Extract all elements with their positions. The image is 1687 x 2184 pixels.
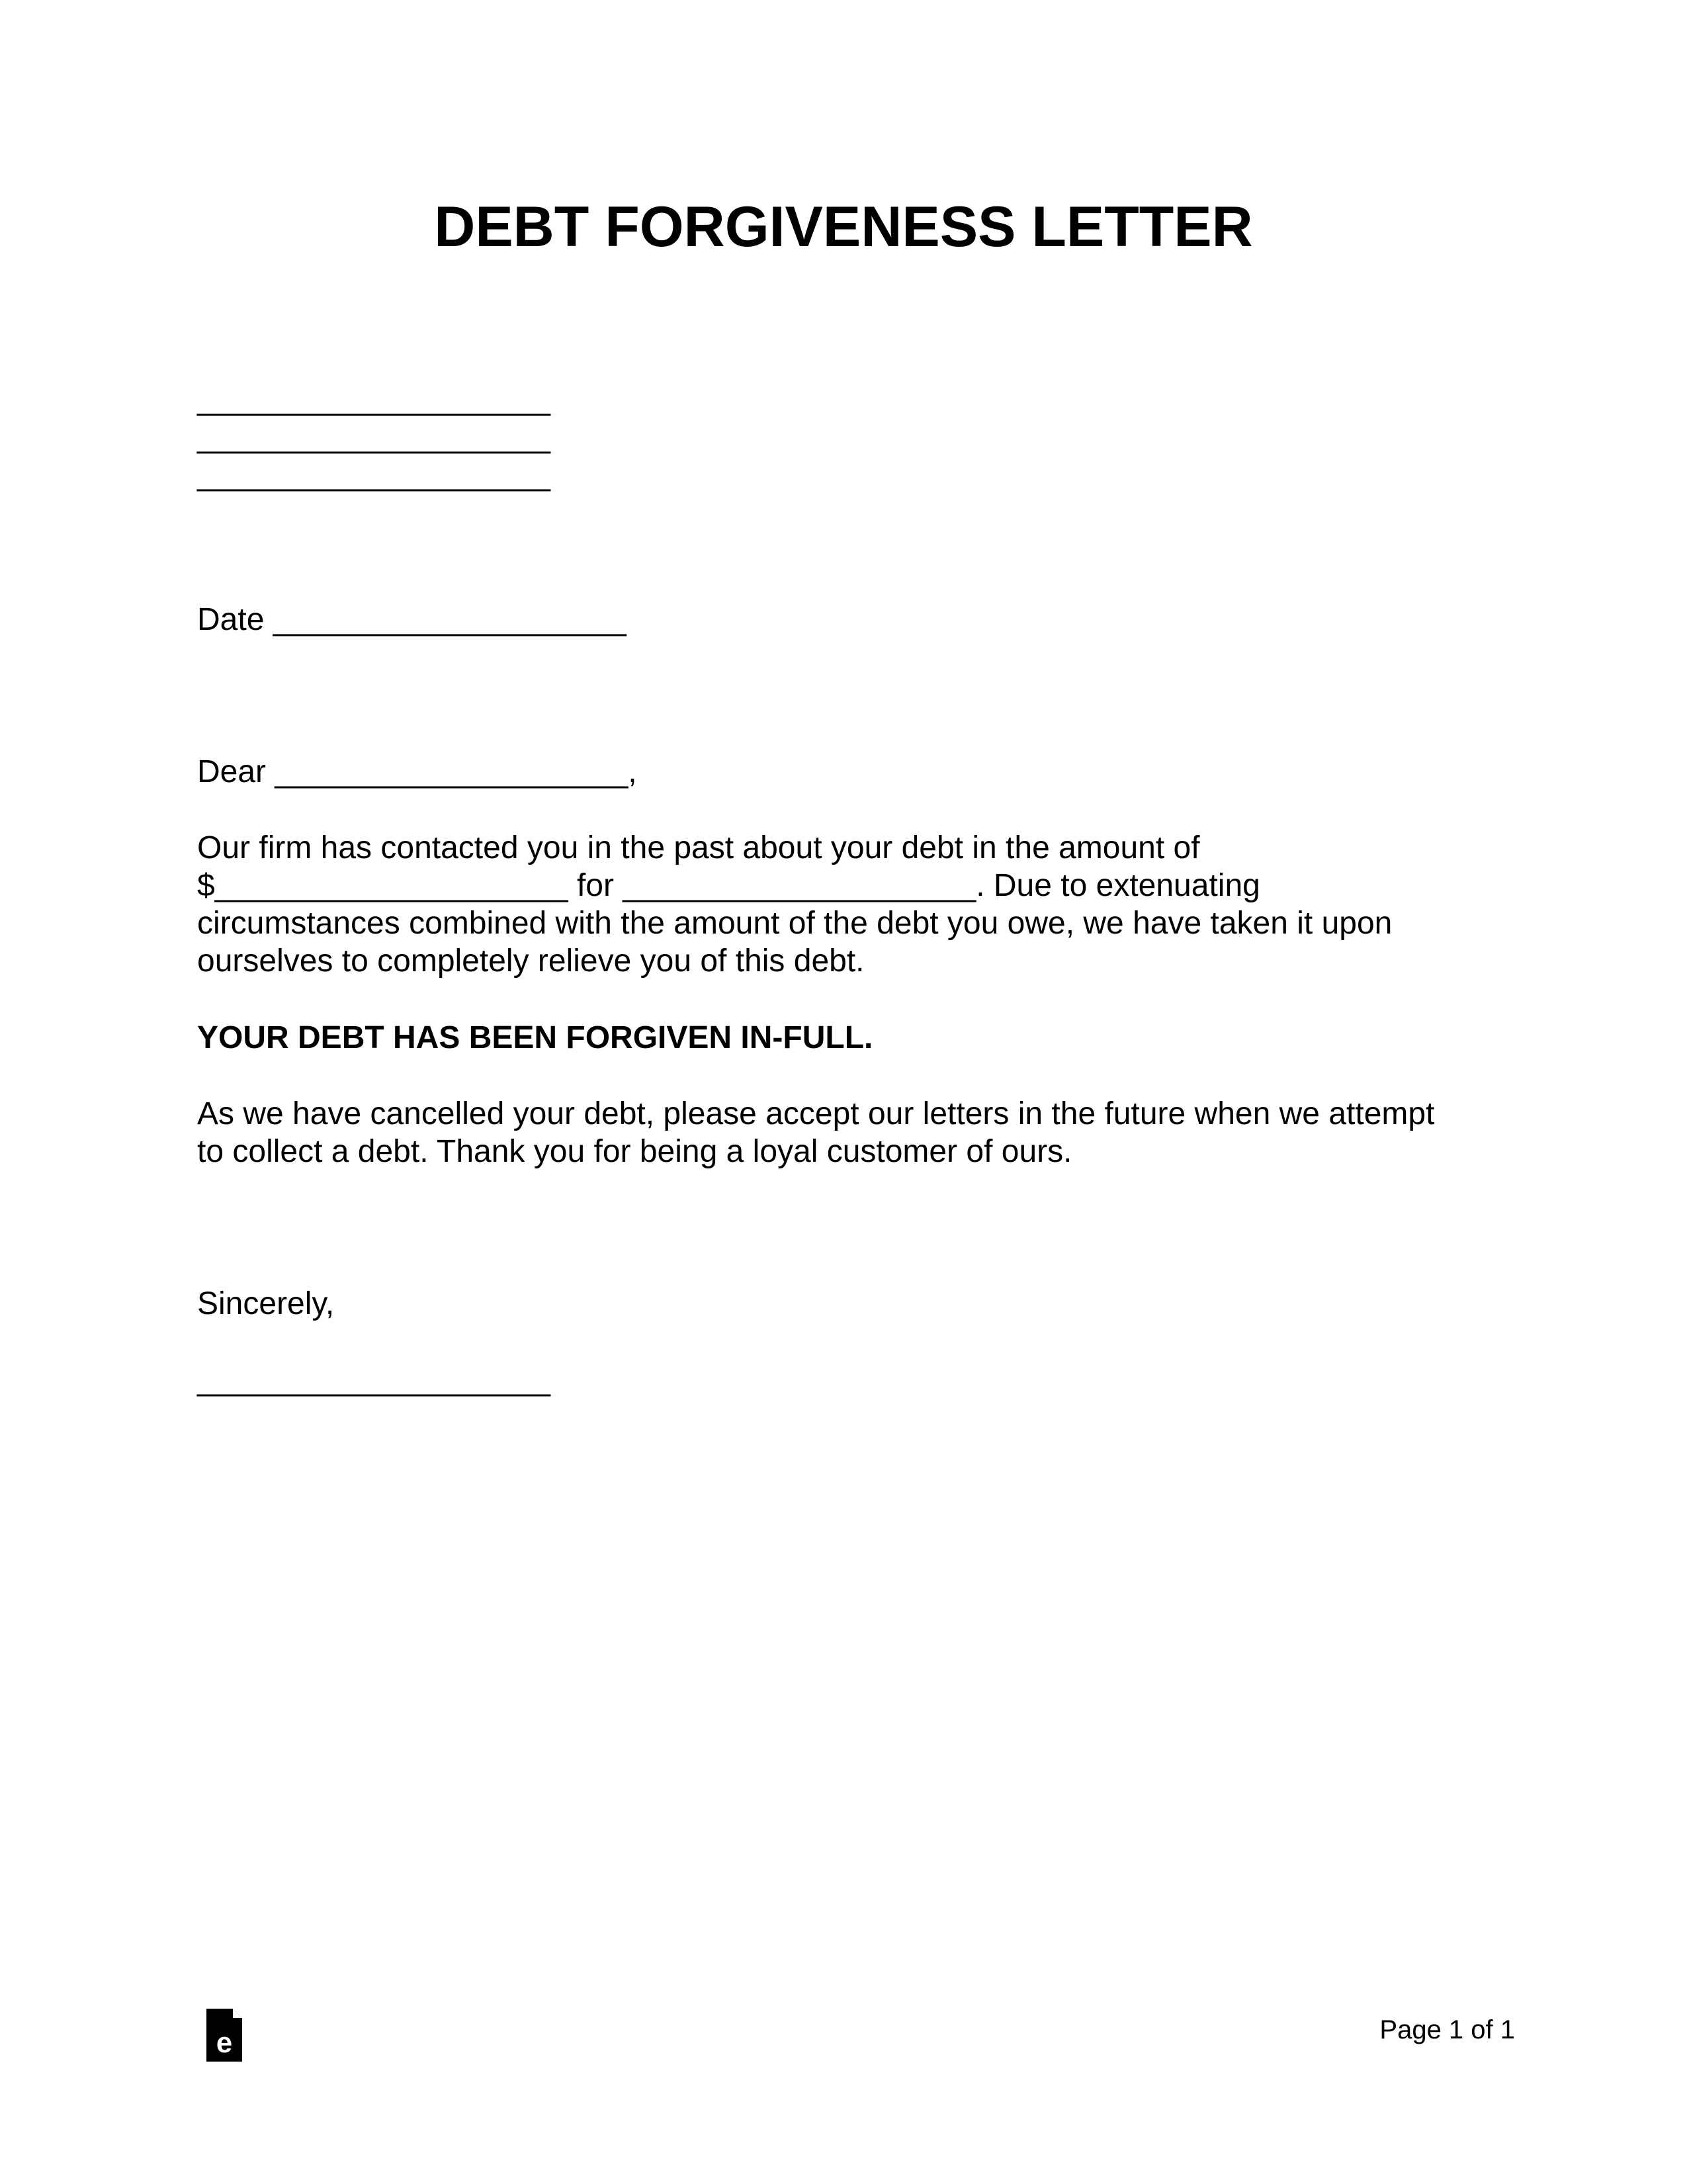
- address-line-2: ____________________: [197, 419, 550, 455]
- eforms-logo-icon: [206, 2009, 242, 2062]
- date-line: Date ____________________: [197, 602, 627, 637]
- forgiveness-statement: YOUR DEBT HAS BEEN FORGIVEN IN-FULL.: [197, 1020, 873, 1055]
- paragraph-1-line-3: circumstances combined with the amount of the debt you owe, we have taken it upon: [197, 906, 1393, 941]
- address-line-3: ____________________: [197, 457, 550, 492]
- paragraph-2-line-2: to collect a debt. Thank you for being a loyal customer of ours.: [197, 1134, 1072, 1169]
- closing: Sincerely,: [197, 1286, 335, 1321]
- paragraph-2-line-1: As we have cancelled your debt, please accept our letters in the future when we attempt: [197, 1096, 1435, 1131]
- salutation: Dear ____________________,: [197, 754, 637, 789]
- paragraph-1-line-1: Our firm has contacted you in the past about your debt in the amount of: [197, 830, 1200, 865]
- document-title: DEBT FORGIVENESS LETTER: [434, 195, 1253, 259]
- logo-letter: e: [216, 2027, 233, 2059]
- signature-line: ____________________: [197, 1362, 550, 1397]
- address-line-1: ____________________: [197, 382, 550, 417]
- paragraph-1-line-2: $____________________ for ____________________. Due to extenuating: [197, 868, 1260, 903]
- page-number: Page 1 of 1: [1379, 2015, 1515, 2044]
- paragraph-1-line-4: ourselves to completely relieve you of this debt.: [197, 943, 865, 979]
